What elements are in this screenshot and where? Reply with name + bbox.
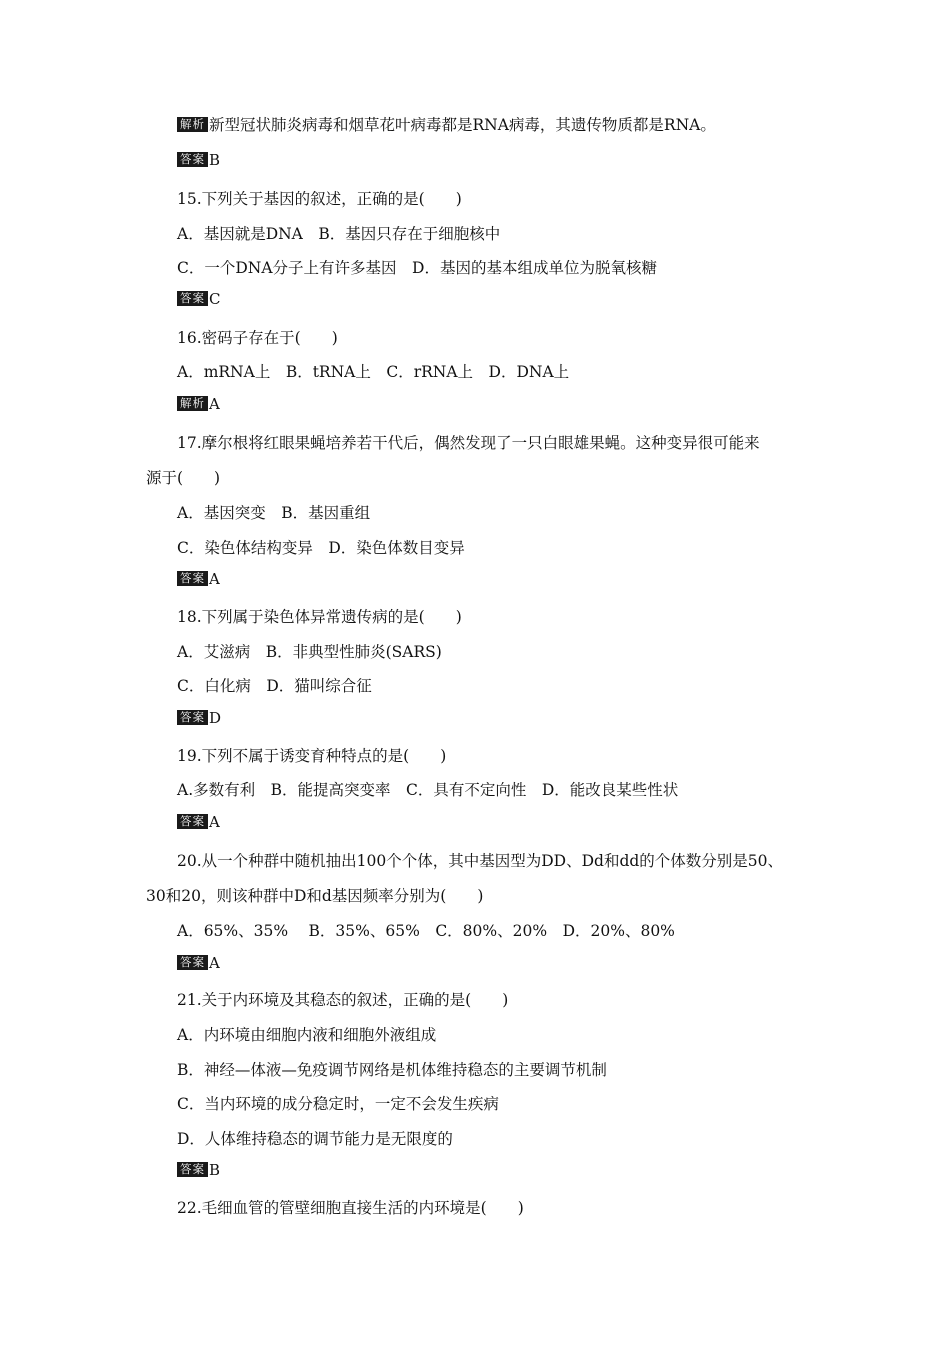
explanation-text: 新型冠状肺炎病毒和烟草花叶病毒都是RNA病毒，其遗传物质都是RNA。 bbox=[209, 116, 716, 134]
question-16: 16.密码子存在于( ) bbox=[177, 329, 338, 347]
question-17-continued: 源于( ) bbox=[146, 469, 221, 487]
answer-line bbox=[177, 953, 220, 973]
question-21-option-b: B．神经—体液—免疫调节网络是机体维持稳态的主要调节机制 bbox=[177, 1061, 607, 1079]
question-20: 20.从一个种群中随机抽出100个个体，其中基因型为DD、Dd和dd的个体数分别是50、 bbox=[177, 852, 784, 870]
answer-tag: 答案 bbox=[177, 710, 208, 725]
answer-line bbox=[177, 150, 220, 170]
answer-value: A bbox=[209, 813, 220, 831]
question-18: 18.下列属于染色体异常遗传病的是( ) bbox=[177, 608, 462, 626]
explanation-tag: 解析 bbox=[177, 396, 208, 411]
answer-tag: 答案 bbox=[177, 152, 208, 167]
answer-tag: 答案 bbox=[177, 955, 208, 970]
question-21-option-a: A．内环境由细胞内液和细胞外液组成 bbox=[177, 1026, 437, 1044]
answer-tag: 答案 bbox=[177, 814, 208, 829]
answer-line bbox=[177, 812, 220, 832]
question-19-options: A.多数有利 B．能提高突变率 C．具有不定向性 D．能改良某些性状 bbox=[177, 781, 679, 799]
question-17-options-ab: A．基因突变 B．基因重组 bbox=[177, 504, 371, 522]
explanation-tag: 解析 bbox=[177, 117, 208, 132]
answer-line bbox=[177, 708, 221, 728]
question-15-options-ab: A．基因就是DNA B．基因只存在于细胞核中 bbox=[177, 225, 501, 243]
answer-line bbox=[177, 289, 220, 309]
explanation-line bbox=[177, 115, 716, 135]
answer-line bbox=[177, 1160, 220, 1180]
answer-tag: 答案 bbox=[177, 571, 208, 586]
answer-line bbox=[177, 394, 220, 414]
answer-value: C bbox=[209, 290, 221, 308]
answer-value: B bbox=[209, 151, 221, 169]
question-16-options: A．mRNA上 B．tRNA上 C．rRNA上 D．DNA上 bbox=[177, 363, 570, 381]
answer-value: A bbox=[209, 570, 220, 588]
question-21-option-d: D．人体维持稳态的调节能力是无限度的 bbox=[177, 1130, 453, 1148]
question-20-continued: 30和20，则该种群中D和d基因频率分别为( ) bbox=[146, 887, 484, 905]
question-15: 15.下列关于基因的叙述，正确的是( ) bbox=[177, 190, 462, 208]
question-19: 19.下列不属于诱变育种特点的是( ) bbox=[177, 747, 447, 765]
answer-tag: 答案 bbox=[177, 1162, 208, 1177]
question-18-options-ab: A．艾滋病 B．非典型性肺炎(SARS) bbox=[177, 643, 442, 661]
question-22: 22.毛细血管的管壁细胞直接生活的内环境是( ) bbox=[177, 1199, 524, 1217]
answer-line bbox=[177, 569, 220, 589]
answer-value: A bbox=[209, 954, 220, 972]
question-17-options-cd: C．染色体结构变异 D．染色体数目变异 bbox=[177, 539, 465, 557]
answer-tag: 答案 bbox=[177, 291, 208, 306]
question-21-option-c: C．当内环境的成分稳定时，一定不会发生疾病 bbox=[177, 1095, 499, 1113]
question-17: 17.摩尔根将红眼果蝇培养若干代后，偶然发现了一只白眼雄果蝇。这种变异很可能来 bbox=[177, 434, 760, 452]
question-21: 21.关于内环境及其稳态的叙述，正确的是( ) bbox=[177, 991, 509, 1009]
answer-value: A bbox=[209, 395, 220, 413]
question-15-options-cd: C．一个DNA分子上有许多基因 D．基因的基本组成单位为脱氧核糖 bbox=[177, 259, 657, 277]
question-20-options: A．65%、35% B．35%、65% C．80%、20% D．20%、80% bbox=[177, 922, 675, 940]
question-18-options-cd: C．白化病 D．猫叫综合征 bbox=[177, 677, 372, 695]
answer-value: B bbox=[209, 1161, 221, 1179]
answer-value: D bbox=[209, 709, 222, 727]
